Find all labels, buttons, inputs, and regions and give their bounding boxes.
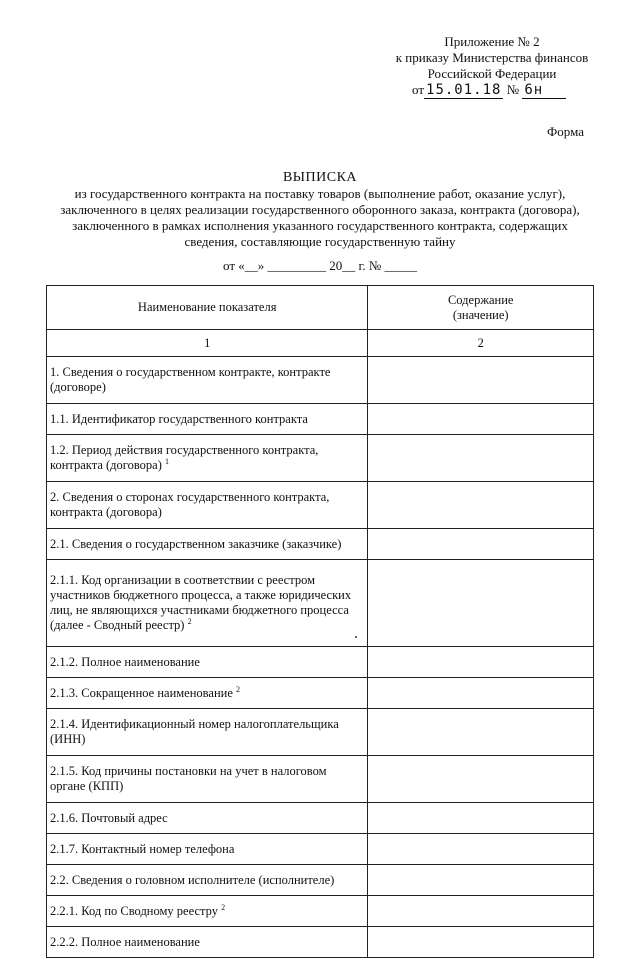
indicator-name: 2.1.5. Код причины постановки на учет в налоговом органе (КПП) [50, 764, 327, 793]
table-row [47, 896, 594, 927]
content-value-cell[interactable] [368, 709, 594, 756]
table-header-row [47, 286, 594, 330]
stray-dot [355, 636, 357, 638]
document-title: ВЫПИСКА [282, 170, 358, 185]
footnote-marker: 2 [187, 616, 192, 626]
indicator-name: 2.1.3. Сокращенное наименование [50, 685, 233, 700]
appendix-federation-line: Российской Федерации [427, 66, 557, 81]
indicator-name-cell [47, 647, 368, 678]
indicator-name: 2.1. Сведения о государственном заказчике (заказчике) [50, 536, 342, 551]
table-number-row [47, 330, 594, 357]
document-subtitle: из государственного контракта на поставку товаров (выполнение работ, оказание услуг), заключенного в целях реализации государственного оборонного заказа, контракта (договора), заключенного в рамках исполнения указанного государственного контракта, содержащих сведения, составляющие государственную тайну [60, 186, 580, 249]
content-value-cell[interactable] [368, 357, 594, 404]
appendix-date-line [372, 82, 612, 99]
indicator-name-cell [47, 678, 368, 709]
appendix-date-value: 15.01.18 [426, 82, 502, 98]
table-body [47, 357, 594, 958]
content-value-cell[interactable] [368, 756, 594, 803]
content-value-cell[interactable] [368, 834, 594, 865]
form-label: Форма [547, 124, 584, 139]
indicator-name: 2.2.2. Полное наименование [50, 934, 200, 949]
indicator-name: 2.1.2. Полное наименование [50, 654, 200, 669]
indicator-name-cell [47, 896, 368, 927]
table-row [47, 647, 594, 678]
indicator-name: 2.1.1. Код организации в соответствии с реестром участников бюджетного процесса, а также юридических лиц, не являющихся участниками бюджетного процесса (далее - Сводный реестр) [50, 573, 352, 632]
indicator-name: 2. Сведения о сторонах государственного контракта, контракта (договора) [50, 490, 330, 519]
indicator-name-cell [47, 435, 368, 482]
table-row [47, 678, 594, 709]
appendix-number-prefix: № [506, 82, 520, 97]
table-row [47, 927, 594, 958]
indicator-name: 1. Сведения о государственном контракте, контракте (договоре) [50, 365, 331, 394]
indicator-name-cell [47, 560, 368, 647]
content-value-cell[interactable] [368, 927, 594, 958]
indicator-name-cell [47, 834, 368, 865]
content-value-cell[interactable] [368, 435, 594, 482]
column-number-1: 1 [47, 330, 368, 357]
indicator-name: 2.2. Сведения о головном исполнителе (исполнителе) [50, 872, 335, 887]
indicator-name: 2.1.7. Контактный номер телефона [50, 841, 235, 856]
table-row [47, 803, 594, 834]
appendix-number-value: 6н [522, 82, 566, 99]
indicator-name-cell [47, 357, 368, 404]
table-row [47, 482, 594, 529]
indicator-name-cell [47, 404, 368, 435]
indicator-name: 2.2.1. Код по Сводному реестру [50, 903, 218, 918]
header-indicator-name: Наименование показателя [47, 286, 368, 330]
content-value-cell[interactable] [368, 678, 594, 709]
appendix-title: Приложение № 2 [444, 34, 540, 49]
content-value-cell[interactable] [368, 404, 594, 435]
footnote-marker: 2 [221, 902, 226, 912]
statement-table [46, 285, 594, 958]
content-value-cell[interactable] [368, 560, 594, 647]
content-value-cell[interactable] [368, 482, 594, 529]
appendix-block [372, 34, 612, 99]
content-value-cell[interactable] [368, 647, 594, 678]
appendix-order-line: к приказу Министерства финансов [395, 50, 589, 65]
date-reference: от «__» _________ 20__ г. № _____ [222, 258, 418, 273]
table-row [47, 435, 594, 482]
table-row [47, 756, 594, 803]
indicator-name-cell [47, 803, 368, 834]
content-value-cell[interactable] [368, 896, 594, 927]
footnote-marker: 1 [164, 456, 169, 466]
indicator-name: 1.2. Период действия государственного контракта, контракта (договора) [50, 443, 319, 472]
column-number-2: 2 [368, 330, 594, 357]
table-row [47, 709, 594, 756]
content-value-cell[interactable] [368, 803, 594, 834]
content-value-cell[interactable] [368, 865, 594, 896]
header-content-value-text: Содержание (значение) [447, 292, 514, 322]
content-value-cell[interactable] [368, 529, 594, 560]
table-row [47, 357, 594, 404]
indicator-name-cell [47, 756, 368, 803]
indicator-name-cell [47, 482, 368, 529]
table-row [47, 834, 594, 865]
header-content-value [368, 286, 594, 330]
indicator-name: 2.1.6. Почтовый адрес [50, 810, 168, 825]
table-row [47, 560, 594, 647]
indicator-name-cell [47, 709, 368, 756]
table-row [47, 529, 594, 560]
appendix-date-prefix: от [412, 82, 425, 97]
table-row [47, 404, 594, 435]
indicator-name-cell [47, 529, 368, 560]
indicator-name: 2.1.4. Идентификационный номер налогоплательщика (ИНН) [50, 717, 339, 746]
indicator-name: 1.1. Идентификатор государственного контракта [50, 411, 308, 426]
indicator-name-cell [47, 865, 368, 896]
indicator-name-cell [47, 927, 368, 958]
table-row [47, 865, 594, 896]
footnote-marker: 2 [236, 684, 240, 694]
